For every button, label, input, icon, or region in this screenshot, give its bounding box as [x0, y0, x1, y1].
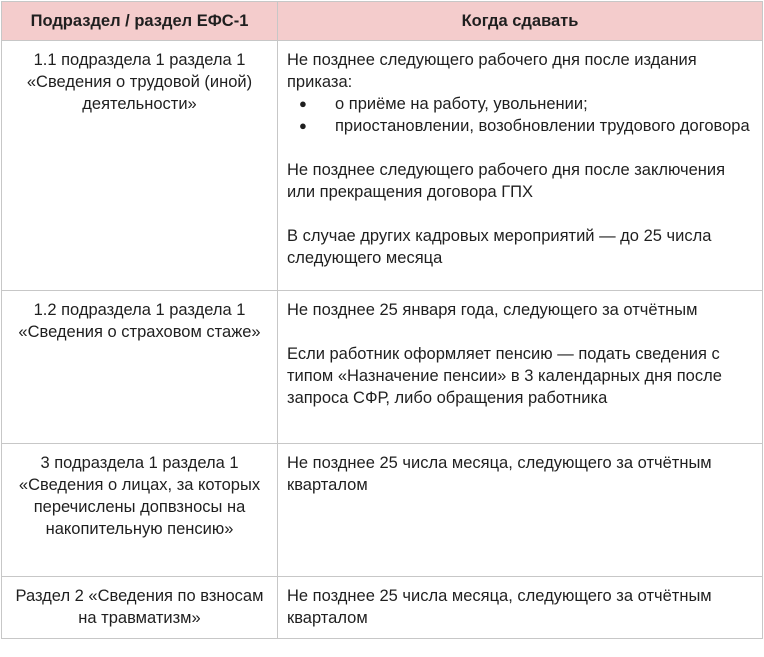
deadline-text: Не позднее следующего рабочего дня после издания приказа: [287, 51, 697, 91]
table-row [2, 577, 763, 639]
header-section: Подраздел / раздел ЕФС-1 [2, 2, 278, 41]
table-header-row [2, 2, 763, 41]
deadline-cell [278, 41, 763, 291]
table-row [2, 444, 763, 577]
bullet-dot-icon: ● [299, 118, 307, 133]
deadline-text: В случае других кадровых мероприятий — до 25 числа следующего месяца [287, 227, 712, 267]
deadline-text: Не позднее 25 числа месяца, следующего за отчётным кварталом [287, 454, 712, 494]
header-when: Когда сдавать [278, 2, 763, 41]
deadline-text: Если работник оформляет пенсию — подать сведения с типом «Назначение пенсии» в 3 календарных дня после запроса СФР, либо обращения работника [287, 345, 722, 407]
bullet-item [287, 93, 754, 115]
deadline-cell [278, 577, 763, 639]
bullet-dot-icon: ● [299, 96, 307, 111]
bullet-text: приостановлении, возобновлении трудового договора [335, 117, 750, 135]
deadline-text: Не позднее 25 января года, следующего за отчётным [287, 301, 698, 319]
bullet-item [287, 115, 754, 137]
deadline-text: Не позднее 25 числа месяца, следующего за отчётным кварталом [287, 587, 712, 627]
deadline-text: Не позднее следующего рабочего дня после заключения или прекращения договора ГПХ [287, 161, 726, 201]
bullet-text: о приёме на работу, увольнении; [335, 95, 588, 113]
table-row [2, 291, 763, 444]
table-row [2, 41, 763, 291]
section-cell: Раздел 2 «Сведения по взносам на травматизм» [2, 577, 278, 639]
deadline-cell [278, 291, 763, 444]
deadline-cell [278, 444, 763, 577]
section-cell: 1.1 подраздела 1 раздела 1 «Сведения о трудовой (иной) деятельности» [2, 41, 278, 291]
bullet-list [287, 93, 754, 137]
efs-deadlines-table [1, 1, 763, 639]
section-cell: 1.2 подраздела 1 раздела 1 «Сведения о страховом стаже» [2, 291, 278, 444]
section-cell: 3 подраздела 1 раздела 1 «Сведения о лицах, за которых перечислены допвзносы на накопительную пенсию» [2, 444, 278, 577]
